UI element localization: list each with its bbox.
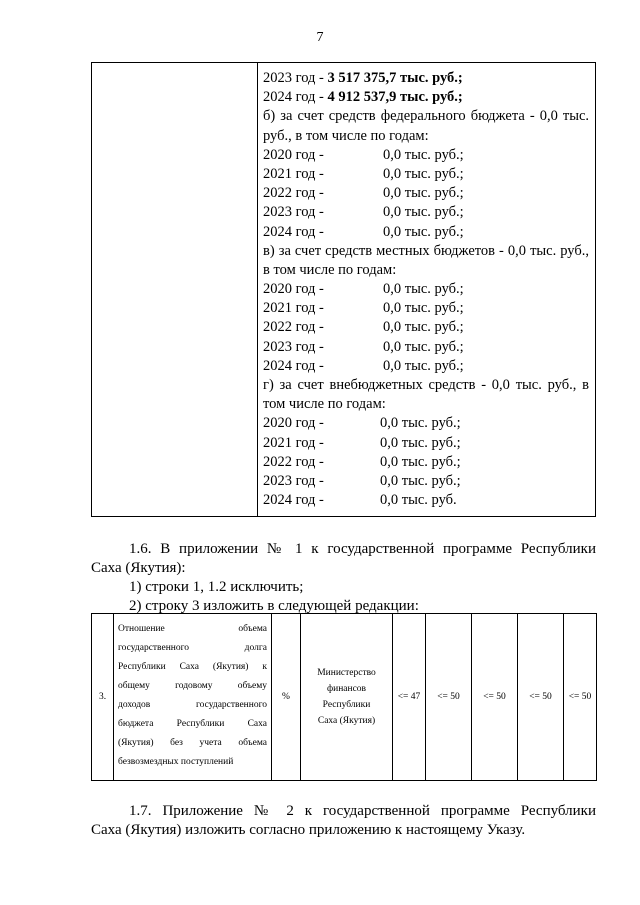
organization-line: Саха (Якутия) <box>317 716 376 726</box>
description-line: Республики Саха (Якутия) к <box>118 662 267 672</box>
funding-amount: 3 517 375,7 тыс. руб.; <box>327 70 463 86</box>
value-cell-3 <box>472 614 518 781</box>
value-cell-2 <box>426 614 472 781</box>
description-line: Отношение объема <box>118 624 267 634</box>
value-5: <= 50 <box>568 692 592 702</box>
funding-year: 2023 год - <box>263 70 328 86</box>
description-line: (Якутия) без учета объема <box>118 738 267 748</box>
section-1-6-item1: 1) строки 1, 1.2 исключить; <box>129 579 304 595</box>
funding-amount: 0,0 тыс. руб. <box>380 492 457 509</box>
funding-line <box>263 472 589 491</box>
funding-amount: 0,0 тыс. руб.; <box>383 281 464 298</box>
description-line: государственного долга <box>118 643 267 653</box>
funding-line: в том числе по годам: <box>263 261 397 278</box>
funding-line <box>263 280 589 299</box>
description-line: общему годовому объему <box>118 681 267 691</box>
funding-amount: 0,0 тыс. руб.; <box>380 434 461 451</box>
unit: % <box>282 692 290 702</box>
funding-amount: 4 912 537,9 тыс. руб.; <box>327 89 463 106</box>
section-1-6-item2: 2) строку 3 изложить в следующей редакции: <box>129 598 419 614</box>
funding-year: 2024 год - <box>263 223 324 240</box>
organization-line: Министерство <box>317 668 376 678</box>
funding-year: 2023 год - <box>263 204 324 221</box>
value-cell-4 <box>518 614 564 781</box>
funding-amount: 0,0 тыс. руб.; <box>383 338 464 355</box>
funding-amount: 0,0 тыс. руб.; <box>383 300 464 317</box>
funding-line <box>263 299 589 318</box>
funding-line: б) за счет средств федерального бюджета - 0,0 тыс. <box>263 108 589 125</box>
organization-line: Республики <box>322 700 371 710</box>
funding-line: г) за счет внебюджетных средств - 0,0 тыс. руб., в <box>263 377 589 393</box>
description-line: безвозмездных поступлений <box>118 757 234 767</box>
funding-amount: 0,0 тыс. руб.; <box>383 357 464 374</box>
funding-year: 2021 год - <box>263 300 324 317</box>
funding-year: 2022 год - <box>263 185 324 202</box>
funding-year: 2024 год - <box>263 357 324 374</box>
funding-line <box>263 69 589 88</box>
funding-year: 2022 год - <box>263 319 324 336</box>
funding-year: 2020 год - <box>263 281 324 298</box>
funding-amount: 0,0 тыс. руб.; <box>383 165 464 182</box>
row-number-cell <box>92 614 114 781</box>
funding-line <box>263 434 589 453</box>
funding-amount: 0,0 тыс. руб.; <box>380 453 461 470</box>
funding-line: в) за счет средств местных бюджетов - 0,0 тыс. руб., <box>263 242 589 259</box>
section-1-6 <box>91 540 596 616</box>
funding-year: 2021 год - <box>263 434 324 451</box>
section-1-7 <box>91 802 596 840</box>
page-number: 7 <box>316 30 324 45</box>
responsible-organization <box>301 614 393 781</box>
section-1-7-line2: Саха (Якутия) изложить согласно приложению к настоящему Указу. <box>91 822 526 838</box>
description-line: доходов государственного <box>118 700 267 710</box>
funding-year: 2024 год - <box>263 89 328 106</box>
value-cell-5 <box>564 614 597 781</box>
section-1-7-line1: 1.7. Приложение № 2 к государственной программе Республики <box>129 803 596 819</box>
funding-line <box>263 165 589 184</box>
funding-line <box>263 338 589 357</box>
funding-line <box>263 146 589 165</box>
funding-line <box>263 223 589 242</box>
value-cell-1 <box>393 614 426 781</box>
funding-line <box>263 357 589 376</box>
funding-amount: 0,0 тыс. руб.; <box>383 223 464 240</box>
indicator-row-table <box>91 613 597 781</box>
section-1-6-line2: Саха (Якутия): <box>91 560 186 576</box>
table-column-divider <box>257 63 258 516</box>
funding-amount: 0,0 тыс. руб.; <box>380 472 461 489</box>
funding-table <box>91 62 596 517</box>
funding-year: 2021 год - <box>263 165 324 182</box>
funding-line <box>263 318 589 337</box>
unit-cell <box>272 614 301 781</box>
value-3: <= 50 <box>483 692 506 702</box>
funding-line <box>263 453 589 472</box>
funding-line: руб., в том числе по годам: <box>263 127 429 144</box>
value-2: <= 50 <box>437 692 460 702</box>
funding-year: 2020 год - <box>263 415 324 432</box>
funding-line <box>263 414 589 433</box>
funding-year: 2024 год - <box>263 492 324 509</box>
funding-year: 2020 год - <box>263 146 324 163</box>
section-1-6-line1: 1.6. В приложении № 1 к государственной программе Республики <box>129 541 596 557</box>
organization-line: финансов <box>326 684 367 694</box>
funding-year: 2022 год - <box>263 453 324 470</box>
indicator-description <box>114 614 272 781</box>
row-number: 3. <box>98 692 107 702</box>
description-line: бюджета Республики Саха <box>118 719 267 729</box>
funding-line <box>263 88 589 107</box>
funding-amount: 0,0 тыс. руб.; <box>383 204 464 221</box>
value-1: <= 47 <box>397 692 421 702</box>
funding-amount: 0,0 тыс. руб.; <box>383 146 464 163</box>
funding-amount: 0,0 тыс. руб.; <box>380 415 461 432</box>
value-4: <= 50 <box>529 692 552 702</box>
funding-line: том числе по годам: <box>263 396 386 413</box>
funding-year: 2023 год - <box>263 338 324 355</box>
funding-lines <box>263 69 589 510</box>
funding-amount: 0,0 тыс. руб.; <box>383 319 464 336</box>
funding-amount: 0,0 тыс. руб.; <box>383 185 464 202</box>
funding-year: 2023 год - <box>263 472 324 489</box>
funding-line <box>263 491 589 510</box>
funding-line <box>263 184 589 203</box>
funding-line <box>263 203 589 222</box>
